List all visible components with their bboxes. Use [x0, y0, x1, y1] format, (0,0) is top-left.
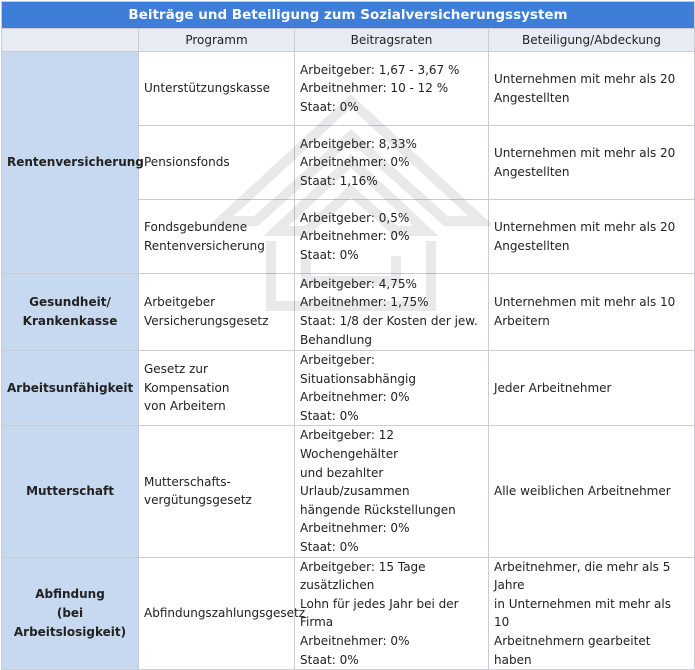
cell-raten [295, 52, 489, 126]
cell-raten [295, 351, 489, 426]
cell-programm [139, 426, 295, 557]
cell-line: Staat: 1/8 der Kosten der jew. [300, 314, 478, 328]
cell-line: Staat: 0% [300, 539, 359, 554]
cell-line: und bezahlter Urlaub/zusammen [300, 465, 410, 499]
cell-line: Abfindungszahlungsgesetz [144, 606, 305, 621]
cell-line: Unternehmen mit mehr als 10 [494, 295, 676, 310]
header-beteiligung: Beteiligung/Abdeckung [489, 29, 695, 52]
cell-programm [139, 557, 305, 670]
header-programm: Programm [139, 29, 295, 52]
table-title: Beiträge und Beteiligung zum Sozialversicherungssystem [2, 2, 695, 29]
cell-line: Arbeitnehmer: 1,75% [300, 295, 429, 310]
cell-line: Arbeitnehmer: 0% [300, 521, 410, 536]
cell-line: Jeder Arbeitnehmer [494, 380, 612, 395]
category-label: Arbeitsunfähigkeit [7, 380, 134, 395]
cell-beteiligung [489, 126, 695, 200]
category-label: (bei Arbeitslosigkeit) [13, 606, 127, 639]
cell-line: Alle weiblichen Arbeitnehmer [494, 484, 671, 499]
cell-line: Mutterschafts- [144, 474, 231, 489]
cell-line: Unternehmen mit mehr als 20 [494, 219, 676, 234]
table-row [2, 52, 695, 126]
header-beitragsraten: Beitragsraten [295, 29, 489, 52]
table-row [2, 426, 695, 557]
cell-line: von Arbeitern [144, 399, 226, 414]
cell-line: Behandlung [300, 332, 372, 347]
cell-raten [295, 126, 489, 200]
cell-raten [295, 274, 489, 351]
cell-line: Arbeitnehmer, die mehr als 5 Jahre [494, 559, 671, 593]
cell-line: Arbeitgeber: 8,33% [300, 136, 417, 151]
cell-programm [139, 351, 295, 426]
header-row [2, 29, 695, 52]
cell-line: Staat: 1,16% [300, 173, 378, 188]
cell-line: Angestellten [494, 238, 570, 253]
cell-raten [295, 426, 489, 557]
cell-line: Staat: 0% [300, 99, 359, 114]
cell-line: Staat: 0% [300, 652, 359, 667]
cell-line: Arbeitgeber: Situationsabhängig [300, 353, 416, 386]
cell-line: Unternehmen mit mehr als 20 [494, 145, 676, 160]
category-gesundheit [2, 274, 139, 351]
cell-line: hängende Rückstellungen [300, 502, 456, 517]
cell-programm [139, 200, 295, 274]
cell-line: in Unternehmen mit mehr als 10 [494, 596, 671, 630]
table-row [2, 557, 695, 670]
cell-line: Rentenversicherung [144, 238, 265, 253]
cell-raten [295, 200, 489, 274]
cell-line: Arbeitgeber: 1,67 - 3,67 % [300, 62, 460, 77]
page [1, 1, 694, 667]
cell-beteiligung [489, 274, 695, 351]
cell-raten [295, 557, 489, 670]
cell-beteiligung [489, 52, 695, 126]
cell-programm [139, 126, 295, 200]
cell-beteiligung [489, 426, 695, 557]
cell-line: Gesetz zur Kompensation [144, 362, 230, 395]
category-label: Gesundheit/ [29, 295, 111, 310]
cell-line: Staat: 0% [300, 408, 359, 423]
cell-beteiligung [489, 557, 695, 670]
cell-line: Angestellten [494, 90, 570, 105]
cell-beteiligung [489, 351, 695, 426]
cell-line: Unterstützungskasse [144, 81, 271, 96]
category-abfindung [2, 557, 139, 670]
cell-beteiligung [489, 200, 695, 274]
category-arbeitsunfaehigkeit [2, 351, 139, 426]
cell-programm [139, 52, 295, 126]
social-security-table [1, 1, 695, 670]
cell-line: Arbeitgeber: 12 Wochengehälter [300, 428, 399, 461]
cell-line: Arbeitnehmer: 10 - 12 % [300, 81, 449, 96]
cell-programm [139, 274, 295, 351]
header-empty [2, 29, 139, 52]
category-rentenversicherung [2, 52, 144, 274]
cell-line: Arbeitnehmern gearbeitet haben [494, 633, 651, 667]
cell-line: Arbeitern [494, 314, 550, 328]
category-label: Mutterschaft [26, 484, 114, 499]
cell-line: Pensionsfonds [144, 155, 230, 170]
category-label: Krankenkasse [22, 314, 118, 328]
cell-line: Arbeitnehmer: 0% [300, 229, 410, 244]
title-row [2, 2, 695, 29]
cell-line: vergütungsgesetz [144, 493, 252, 508]
category-label: Rentenversicherung [7, 155, 144, 170]
cell-line: Arbeitnehmer: 0% [300, 633, 410, 648]
category-label: Abfindung [35, 587, 105, 602]
cell-line: Staat: 0% [300, 247, 359, 262]
cell-line: Arbeitgeber [144, 295, 216, 310]
cell-line: Unternehmen mit mehr als 20 [494, 71, 676, 86]
cell-line: Angestellten [494, 164, 570, 179]
cell-line: Arbeitgeber: 4,75% [300, 276, 417, 291]
category-mutterschaft [2, 426, 139, 557]
cell-line: Lohn für jedes Jahr bei der Firma [300, 596, 459, 630]
table-row [2, 351, 695, 426]
table-row [2, 274, 695, 351]
cell-line: Versicherungsgesetz [144, 314, 269, 328]
cell-line: Arbeitgeber: 15 Tage zusätzlichen [300, 559, 426, 593]
cell-line: Arbeitgeber: 0,5% [300, 210, 410, 225]
cell-line: Arbeitnehmer: 0% [300, 155, 410, 170]
cell-line: Arbeitnehmer: 0% [300, 390, 410, 405]
cell-line: Fondsgebundene [144, 219, 248, 234]
